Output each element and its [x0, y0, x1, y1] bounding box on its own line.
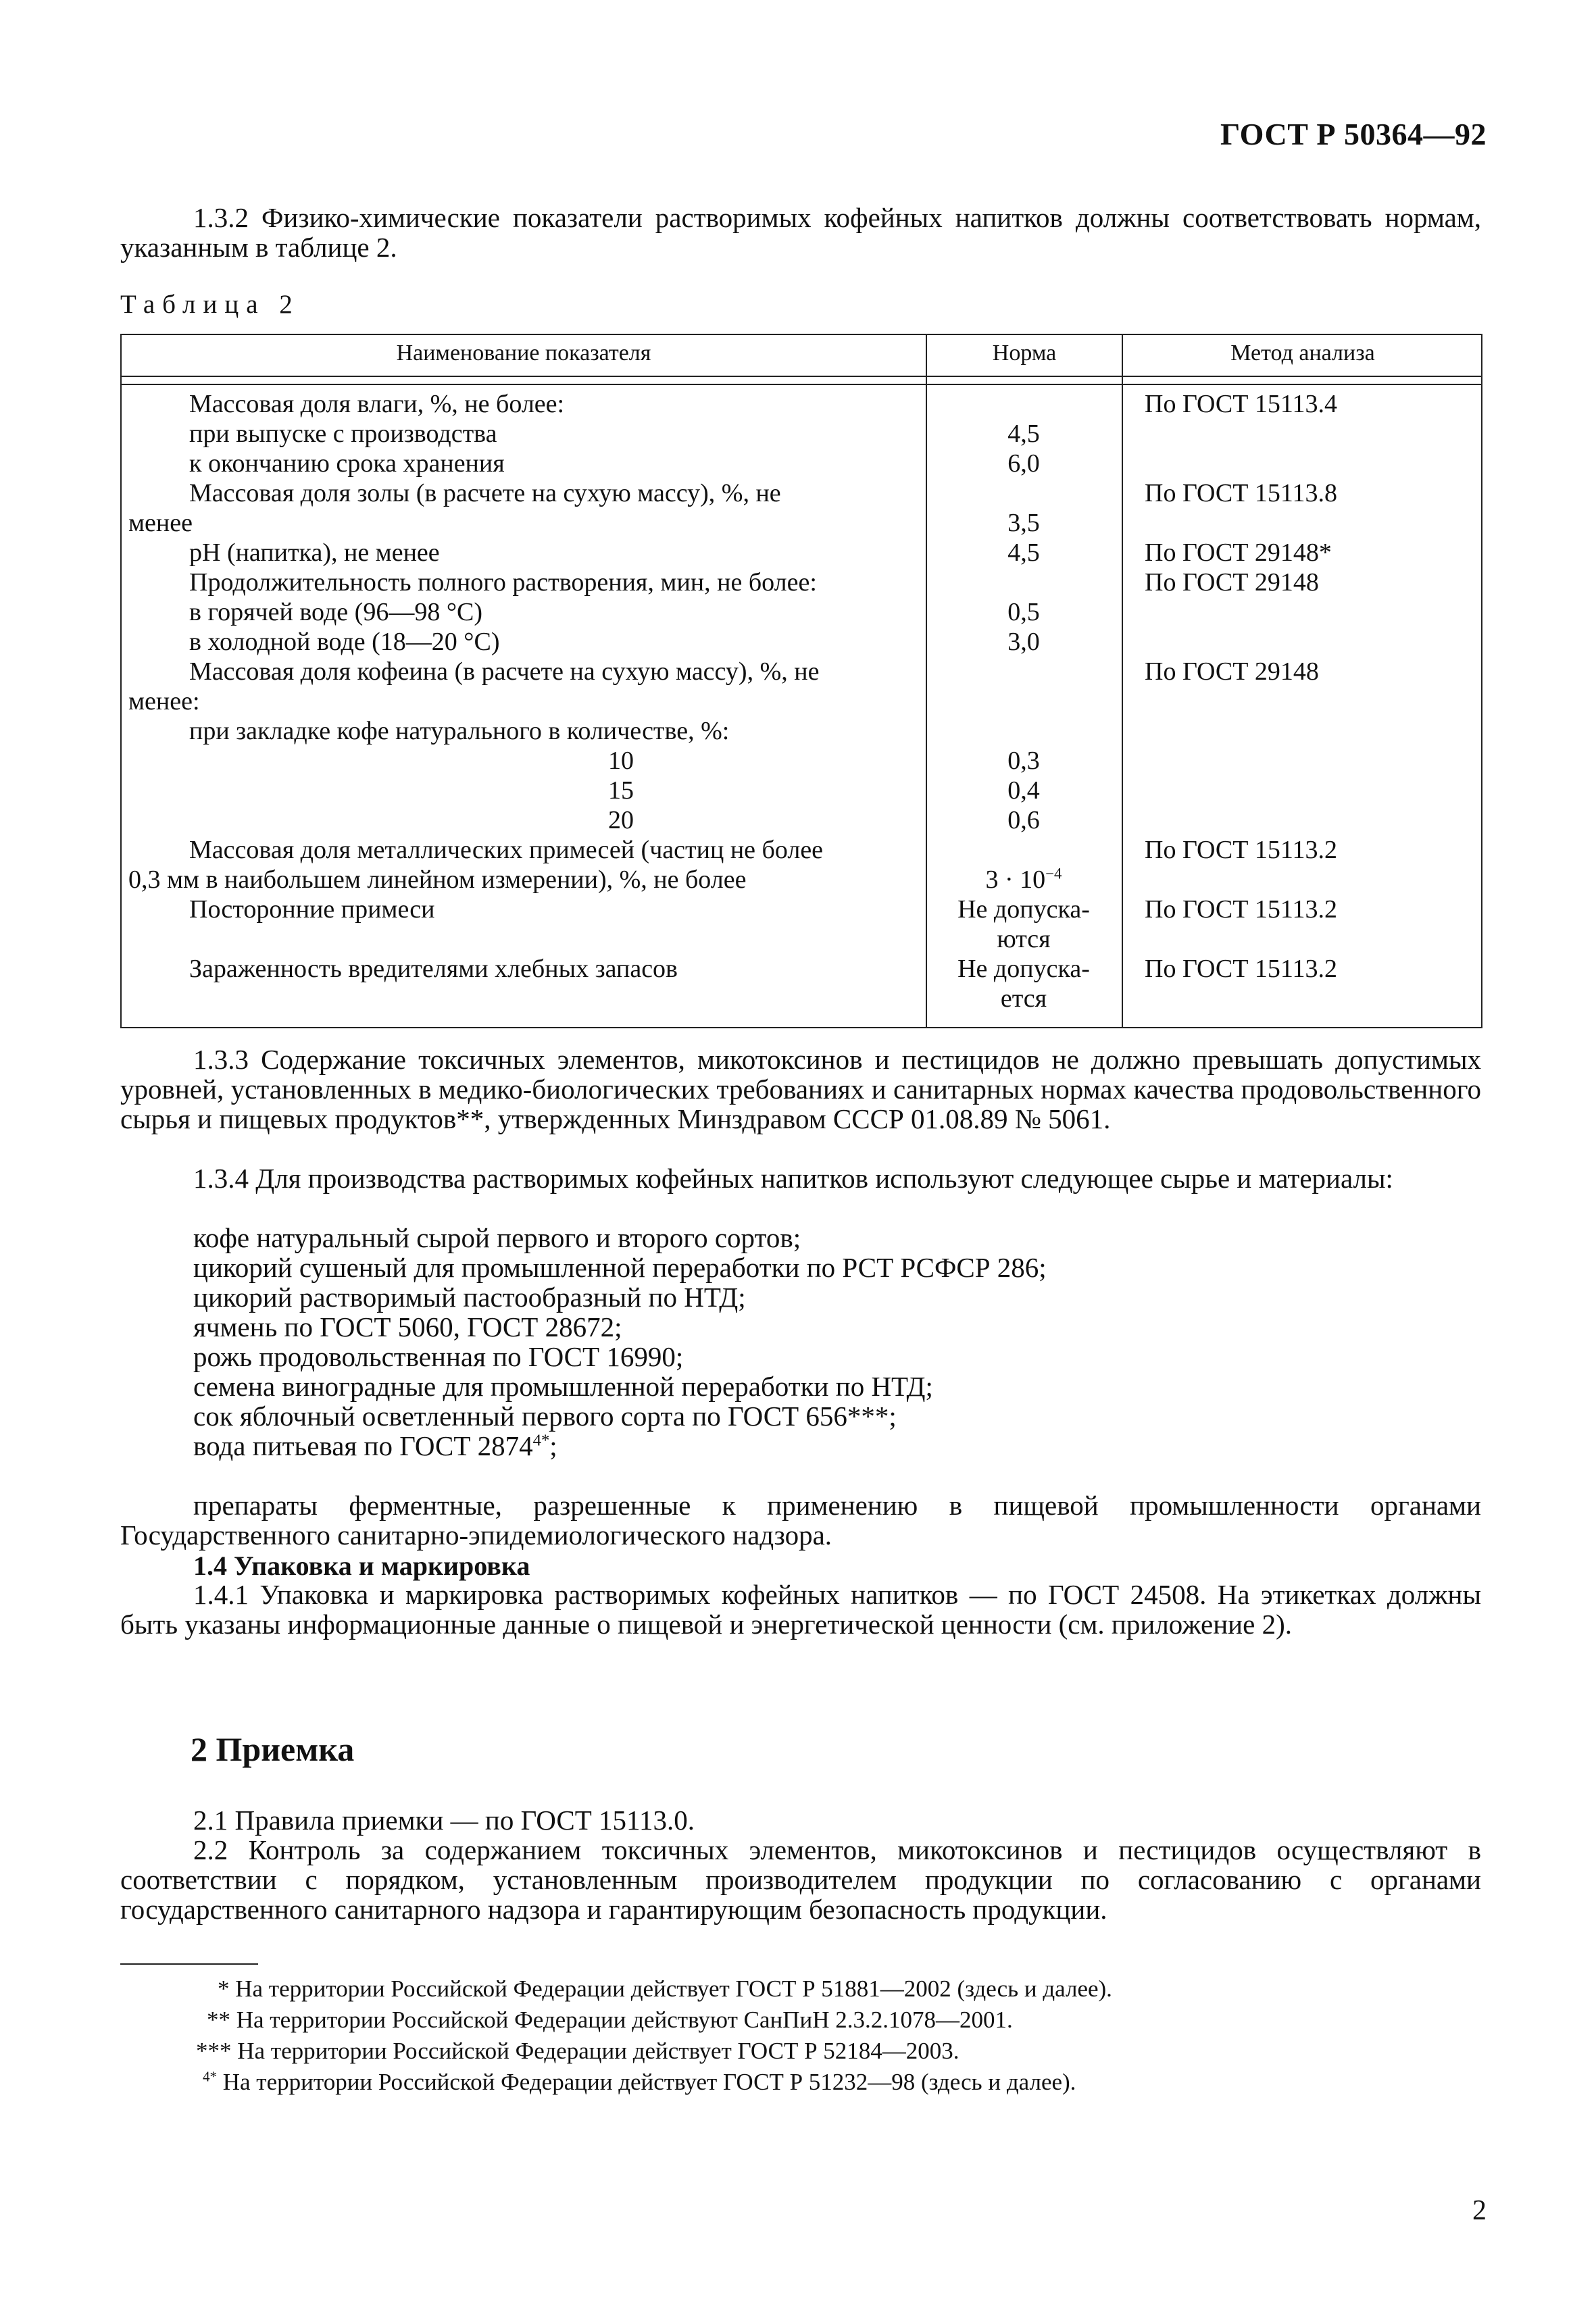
table-cell-method: По ГОСТ 15113.2: [1145, 836, 1338, 864]
table-cell-norm-text: 0,6: [1007, 806, 1040, 834]
table-cell-name: Массовая доля кофеина (в расчете на сухую массу), %, не: [189, 657, 820, 686]
table-cell-norm-text: 0,3: [1007, 747, 1040, 775]
table-cell-norm: [927, 449, 1120, 478]
materials-list-item-text: цикорий растворимый пастообразный по НТД;: [193, 1282, 746, 1313]
table-cell-name: при закладке кофе натурального в количестве, %:: [189, 717, 730, 745]
paragraph-1-4-1: 1.4.1 Упаковка и маркировка растворимых кофейных напитков — по ГОСТ 24508. На этикетках должны быть указаны информационные данные о пищевой и энергетической ценности (см. приложение 2).: [120, 1579, 1481, 1640]
table-cell-norm-text: 3 · 10: [985, 865, 1046, 894]
materials-list-item-text: кофе натуральный сырой первого и второго сортов;: [193, 1222, 801, 1253]
table-cell-norm: [927, 746, 1120, 776]
table-cell-method: По ГОСТ 29148*: [1145, 538, 1332, 567]
table-header-name: Наименование показателя: [396, 341, 651, 366]
table-cell-norm-text: ется: [1000, 984, 1047, 1013]
table-cell-method: По ГОСТ 15113.4: [1145, 390, 1338, 418]
table-cell-name: в горячей воде (96—98 °С): [189, 598, 483, 626]
table-cell-norm-text: 6,0: [1007, 449, 1040, 478]
materials-list-item-text: цикорий сушеный для промышленной переработки по РСТ РСФСР 286;: [193, 1252, 1047, 1283]
table-cell-name: Массовая доля влаги, %, не более:: [189, 390, 565, 418]
paragraph-2-2: 2.2 Контроль за содержанием токсичных элементов, микотоксинов и пестицидов осуществляют в соответствии с порядком, установленным производителем продукции по согласованию с органами государственного санитарного надзора и гарантирующим безопасность продукции.: [120, 1834, 1481, 1925]
table-cell-norm: [927, 597, 1120, 627]
footnote-4: [203, 2069, 1076, 2096]
table-cell-method: По ГОСТ 15113.2: [1145, 895, 1338, 924]
table-cell-name: в холодной воде (18—20 °С): [189, 628, 500, 656]
table-cell-norm-text: Не допуска-: [957, 955, 1090, 983]
materials-list-item-text: семена виноградные для промышленной переработки по НТД;: [193, 1371, 933, 1402]
table-cell-name: Массовая доля золы (в расчете на сухую массу), %, не: [189, 479, 781, 507]
table-cell-norm-text: 4,5: [1007, 538, 1040, 567]
table-cell-norm: [927, 924, 1120, 954]
materials-list-item: [193, 1401, 897, 1431]
footnote-1: * На территории Российской Федерации действует ГОСТ Р 51881—2002 (здесь и далее).: [218, 1976, 1112, 2002]
table-2: [120, 334, 1482, 1028]
table-cell-norm: [927, 538, 1120, 568]
paragraph-1-3-2: 1.3.2 Физико-химические показатели растворимых кофейных напитков должны соответствовать нормам, указанным в таблице 2.: [120, 202, 1481, 263]
table-cell-name: 0,3 мм в наибольшем линейном измерении), %, не более: [128, 865, 747, 894]
table-cell-norm: [927, 895, 1120, 924]
footnote-2: ** На территории Российской Федерации действуют СанПиН 2.3.2.1078—2001.: [207, 2007, 1013, 2033]
table-cell-norm: [927, 865, 1120, 895]
table-cell-norm-text: Не допуска-: [957, 895, 1090, 924]
table-cell-name: Посторонние примеси: [189, 895, 435, 924]
table-header-norm: Норма: [992, 341, 1057, 366]
materials-list-item: [193, 1282, 746, 1312]
table-cell-name: при выпуске с производства: [189, 420, 497, 448]
table-caption: Таблица 2: [120, 290, 300, 319]
table-cell-method: По ГОСТ 15113.8: [1145, 479, 1338, 507]
materials-list-item: [193, 1253, 1047, 1282]
materials-list-item-text: вода питьевая по ГОСТ 2874: [193, 1430, 533, 1461]
table-cell-norm: [927, 805, 1120, 835]
table-cell-norm-exponent: −4: [1045, 865, 1062, 882]
footnote-ref-mark: 4*: [532, 1431, 550, 1450]
page-number: 2: [1472, 2195, 1487, 2226]
table-cell-method: По ГОСТ 29148: [1145, 657, 1319, 686]
table-cell-norm-text: ются: [997, 925, 1051, 953]
paragraph-1-3-4: 1.3.4 Для производства растворимых кофейных напитков используют следующее сырье и материалы:: [193, 1163, 1393, 1194]
footnote-separator: [120, 1963, 258, 1965]
materials-list-item: [193, 1342, 683, 1372]
table-cell-name: 20: [608, 806, 634, 834]
table-cell-norm: [927, 984, 1120, 1013]
materials-list-item-text: ячмень по ГОСТ 5060, ГОСТ 28672;: [193, 1311, 622, 1342]
table-cell-method: По ГОСТ 29148: [1145, 568, 1319, 597]
paragraph-enzymes: препараты ферментные, разрешенные к применению в пищевой промышленности органами Государственного санитарно-эпидемиологического надзора.: [120, 1490, 1481, 1551]
footnote-3: *** На территории Российской Федерации действует ГОСТ Р 52184—2003.: [196, 2038, 959, 2064]
materials-list-item-tail: ;: [549, 1430, 557, 1461]
materials-list-item: [193, 1223, 801, 1253]
materials-list-item: [193, 1312, 622, 1342]
header-divider: [122, 376, 1481, 377]
materials-list-item: [193, 1372, 933, 1401]
table-cell-name: Массовая доля металлических примесей (частиц не более: [189, 836, 824, 864]
table-cell-name: pH (напитка), не менее: [189, 538, 440, 567]
materials-list-item-text: рожь продовольственная по ГОСТ 16990;: [193, 1341, 684, 1372]
footnote-4-text: На территории Российской Федерации действует ГОСТ Р 51232—98 (здесь и далее).: [222, 2069, 1076, 2095]
table-cell-name: Продолжительность полного растворения, мин, не более:: [189, 568, 817, 597]
footnote-4-mark: 4*: [203, 2068, 217, 2085]
table-cell-norm: [927, 954, 1120, 984]
table-cell-name: 10: [608, 747, 634, 775]
table-cell-norm: [927, 776, 1120, 805]
materials-list-item: [193, 1431, 557, 1461]
table-cell-norm-text: 0,5: [1007, 598, 1040, 626]
header-divider: [122, 384, 1481, 385]
table-cell-norm-text: 3,0: [1007, 628, 1040, 656]
table-cell-norm: [927, 627, 1120, 657]
table-cell-norm-text: 3,5: [1007, 509, 1040, 537]
paragraph-1-3-3: 1.3.3 Содержание токсичных элементов, микотоксинов и пестицидов не должно превышать допустимых уровней, установленных в медико-биологических требованиях и санитарных нормах качества продовольственного сырья и пищевых продуктов**, утвержденных Минздравом СССР 01.08.89 № 5061.: [120, 1044, 1481, 1134]
table-cell-norm-text: 4,5: [1007, 420, 1040, 448]
table-cell-method: По ГОСТ 15113.2: [1145, 955, 1338, 983]
document-header: ГОСТ Р 50364—92: [1220, 117, 1487, 151]
table-cell-name: менее: [128, 509, 193, 537]
table-cell-norm: [927, 419, 1120, 449]
paragraph-2-1: 2.1 Правила приемки — по ГОСТ 15113.0.: [193, 1805, 695, 1836]
table-cell-name: 15: [608, 776, 634, 805]
section-1-4-heading: 1.4 Упаковка и маркировка: [193, 1551, 530, 1581]
materials-list-item-text: сок яблочный осветленный первого сорта по ГОСТ 656***;: [193, 1401, 897, 1432]
table-cell-norm-text: 0,4: [1007, 776, 1040, 805]
table-cell-name: к окончанию срока хранения: [189, 449, 505, 478]
section-2-heading: 2 Приемка: [191, 1730, 355, 1768]
table-cell-name: Зараженность вредителями хлебных запасов: [189, 955, 678, 983]
table-header-method: Метод анализа: [1230, 341, 1375, 366]
table-cell-norm: [927, 508, 1120, 538]
table-cell-name: менее:: [128, 687, 200, 715]
column-divider: [1122, 335, 1123, 1027]
